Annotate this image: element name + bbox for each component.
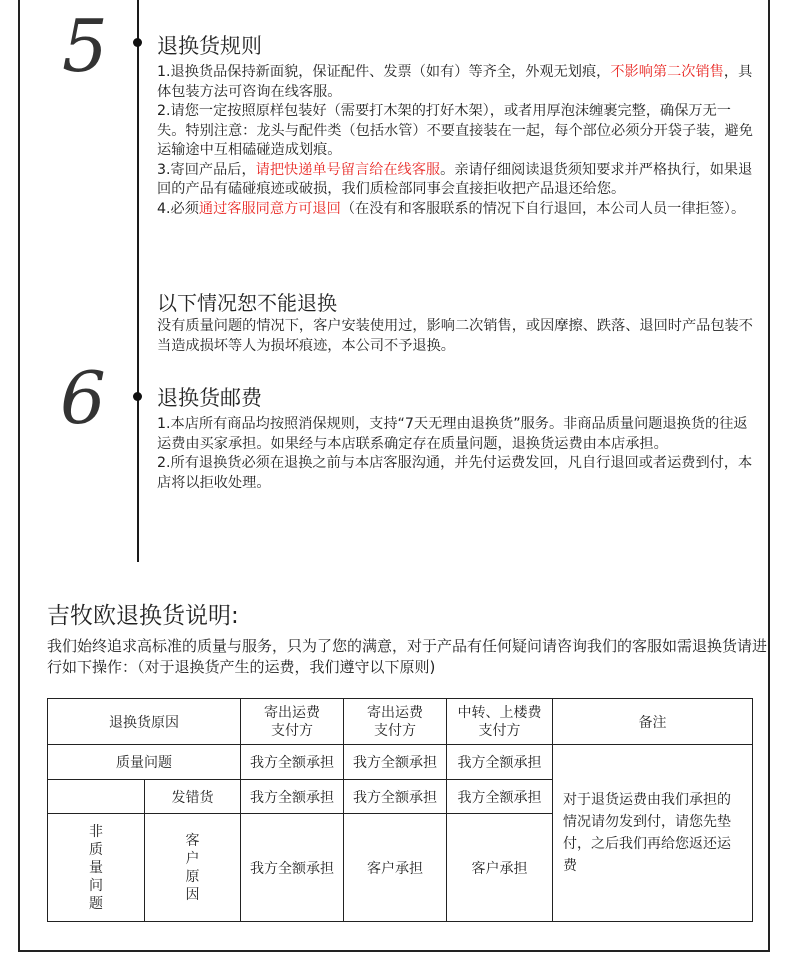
table-cell: 我方全额承担	[447, 745, 553, 780]
table-cell: 我方全额承担	[344, 745, 447, 780]
rule-2: 2.请您一定按照原样包装好（需要打木架的打好木架），或者用厚泡沫缠裹完整，确保万无一失。特别注意：龙头与配件类（包括水管）不要直接装在一起，每个部位必须分开袋子装，避免运输途中互相磕碰造成划痕。	[157, 103, 753, 158]
postage-rule-2: 2.所有退换货必须在退换之前与本店客服沟通，并先付运费发回，凡自行退回或者运费到付，本店将以拒收处理。	[157, 455, 753, 491]
timeline-dot-6	[133, 392, 142, 401]
row-quality-label: 质量问题	[48, 745, 241, 780]
timeline-line	[137, 0, 139, 562]
timeline-dot-5	[133, 38, 142, 47]
section-6-number: 6	[60, 356, 106, 440]
table-cell: 我方全额承担	[344, 780, 447, 814]
row-customer-label: 客户原因	[145, 814, 241, 922]
row-nonquality-group: 非质量问题	[48, 814, 145, 922]
row-wrong-label: 发错货	[145, 780, 241, 814]
return-table	[47, 698, 753, 922]
header-note: 备注	[553, 699, 753, 745]
section-6-rules	[157, 415, 757, 493]
table-cell: 客户承担	[344, 814, 447, 922]
table-cell: 我方全额承担	[241, 745, 344, 780]
explain-title: 吉牧欧退换货说明:	[47, 603, 239, 629]
header-send-back: 寄出运费 支付方	[344, 699, 447, 745]
table-cell: 我方全额承担	[241, 780, 344, 814]
table-cell: 客户承担	[447, 814, 553, 922]
section-5-rules	[157, 63, 757, 219]
section-6-title: 退换货邮费	[157, 386, 262, 410]
header-reason: 退换货原因	[48, 699, 241, 745]
section-5-title: 退换货规则	[157, 34, 262, 58]
rule-1: 1.退换货品保持新面貌，保证配件、发票（如有）等齐全，外观无划痕，不影响第二次销售，具体包装方法可咨询在线客服。	[157, 64, 753, 100]
postage-rule-1: 1.本店所有商品均按照消保规则，支持“7天无理由退换货”服务。非商品质量问题退换货的往返运费由买家承担。如果经与本店联系确定存在质量问题，退换货运费由本店承担。	[157, 416, 748, 452]
row-wrong-blank	[48, 780, 145, 814]
header-send-out: 寄出运费 支付方	[241, 699, 344, 745]
table-cell: 我方全额承担	[241, 814, 344, 922]
explain-intro: 我们始终追求高标准的质量与服务，只为了您的满意，对于产品有任何疑问请咨询我们的客服如需退换货请进行如下操作：（对于退换货产生的运费，我们遵守以下原则)	[47, 637, 768, 676]
rule-4: 4.必须通过客服同意方可退回（在没有和客服联系的情况下自行退回，本公司人员一律拒签）。	[157, 200, 746, 217]
header-transfer: 中转、上楼费 支付方	[447, 699, 553, 745]
table-cell: 我方全额承担	[447, 780, 553, 814]
no-return-title: 以下情况恕不能退换	[157, 291, 337, 315]
section-5-number: 5	[62, 4, 108, 88]
note-cell: 对于退货运费由我们承担的情况请勿发到付，请您先垫付，之后我们再给您返还运费	[553, 745, 753, 922]
no-return-text: 没有质量问题的情况下，客户安装使用过，影响二次销售，或因摩擦、跌落、退回时产品包装不当造成损坏等人为损坏痕迹，本公司不予退换。	[157, 318, 753, 354]
rule-3: 3.寄回产品后，请把快递单号留言给在线客服。亲请仔细阅读退货须知要求并严格执行，如果退回的产品有磕碰痕迹或破损，我们质检部同事会直接拒收把产品退还给您。	[157, 161, 753, 197]
